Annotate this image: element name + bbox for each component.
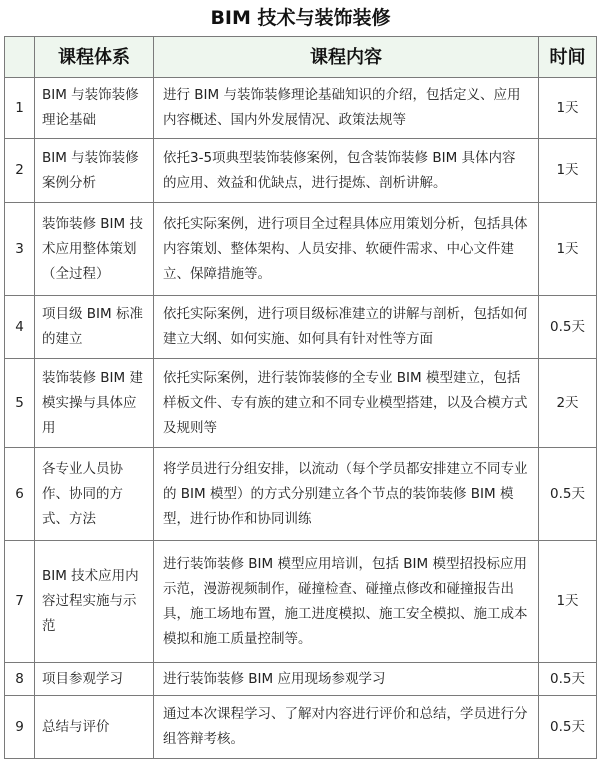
course-content: 依托实际案例，进行项目全过程具体应用策划分析，包括具体内容策划、整体架构、人员安排、软硬件需求、中心文件建立、保障措施等。 <box>154 203 539 296</box>
row-number: 4 <box>5 296 35 359</box>
table-row <box>5 139 597 203</box>
table-row <box>5 296 597 359</box>
table-row <box>5 663 597 696</box>
row-number: 1 <box>5 78 35 139</box>
course-content: 通过本次课程学习、了解对内容进行评价和总结，学员进行分组答辩考核。 <box>154 696 539 759</box>
course-system: 项目参观学习 <box>35 663 154 696</box>
course-time: 1天 <box>539 139 597 203</box>
course-content: 依托实际案例，进行项目级标准建立的讲解与剖析，包括如何建立大纲、如何实施、如何具有针对性等方面 <box>154 296 539 359</box>
row-number: 7 <box>5 541 35 663</box>
header-course-system: 课程体系 <box>35 37 154 78</box>
course-time: 1天 <box>539 541 597 663</box>
course-time: 2天 <box>539 359 597 448</box>
course-content: 进行装饰装修 BIM 应用现场参观学习 <box>154 663 539 696</box>
header-course-content: 课程内容 <box>154 37 539 78</box>
course-system: 装饰装修 BIM 建模实操与具体应用 <box>35 359 154 448</box>
course-content: 依托3-5项典型装饰装修案例，包含装饰装修 BIM 具体内容的应用、效益和优缺点，进行提炼、剖析讲解。 <box>154 139 539 203</box>
course-time: 0.5天 <box>539 663 597 696</box>
course-content: 将学员进行分组安排，以流动（每个学员都安排建立不同专业的 BIM 模型）的方式分别建立各个节点的装饰装修 BIM 模型，进行协作和协同训练 <box>154 448 539 541</box>
table-row <box>5 696 597 759</box>
row-number: 9 <box>5 696 35 759</box>
row-number: 3 <box>5 203 35 296</box>
course-system: BIM 与装饰装修案例分析 <box>35 139 154 203</box>
course-table <box>4 36 597 759</box>
table-header-row <box>5 37 597 78</box>
course-time: 1天 <box>539 78 597 139</box>
course-system: BIM 技术应用内容过程实施与示范 <box>35 541 154 663</box>
course-system: BIM 与装饰装修理论基础 <box>35 78 154 139</box>
table-row <box>5 541 597 663</box>
table-row <box>5 359 597 448</box>
row-number: 5 <box>5 359 35 448</box>
table-row <box>5 448 597 541</box>
course-system: 装饰装修 BIM 技术应用整体策划（全过程） <box>35 203 154 296</box>
course-system: 总结与评价 <box>35 696 154 759</box>
course-time: 0.5天 <box>539 448 597 541</box>
table-row <box>5 78 597 139</box>
row-number: 6 <box>5 448 35 541</box>
course-time: 0.5天 <box>539 696 597 759</box>
course-system: 项目级 BIM 标准的建立 <box>35 296 154 359</box>
course-content: 进行装饰装修 BIM 模型应用培训，包括 BIM 模型招投标应用示范，漫游视频制作，碰撞检查、碰撞点修改和碰撞报告出具，施工场地布置，施工进度模拟、施工安全模拟、施工成本模拟和施工质量控制等。 <box>154 541 539 663</box>
course-time: 0.5天 <box>539 296 597 359</box>
course-content: 进行 BIM 与装饰装修理论基础知识的介绍，包括定义、应用内容概述、国内外发展情况、政策法规等 <box>154 78 539 139</box>
course-content: 依托实际案例，进行装饰装修的全专业 BIM 模型建立，包括样板文件、专有族的建立和不同专业模型搭建，以及合模方式及规则等 <box>154 359 539 448</box>
page-title: BIM 技术与装饰装修 <box>210 7 391 29</box>
course-time: 1天 <box>539 203 597 296</box>
row-number: 2 <box>5 139 35 203</box>
header-time: 时间 <box>539 37 597 78</box>
header-number <box>5 37 35 78</box>
table-row <box>5 203 597 296</box>
course-system: 各专业人员协作、协同的方式、方法 <box>35 448 154 541</box>
row-number: 8 <box>5 663 35 696</box>
